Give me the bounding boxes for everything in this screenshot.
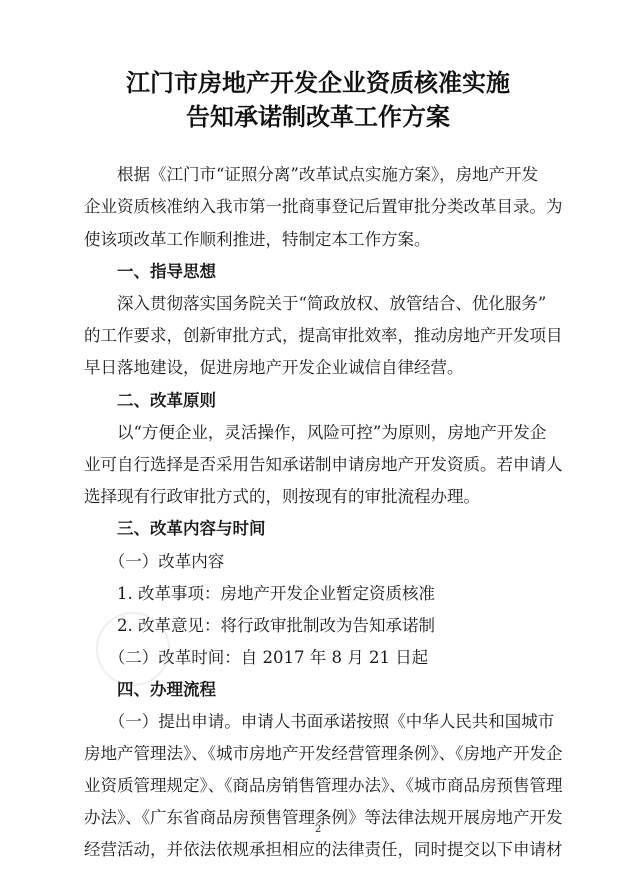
body-line: 深入贯彻落实国务院关于“简政放权、放管结合、优化服务”	[84, 294, 547, 313]
body-line: 业资质管理规定》、《商品房销售管理办法》、《城市商品房预售管理	[84, 776, 563, 795]
section-heading-3: 三、改革内容与时间	[84, 519, 266, 538]
body-line: 企业资质核准纳入我市第一批商事登记后置审批分类改革目录。为	[84, 197, 563, 216]
body-line: 房地产管理法》、《城市房地产开发经营管理条例》、《房地产开发企	[84, 744, 563, 763]
body-line: 办法》、《广东省商品房预售管理条例》等法律法规开展房地产开发	[84, 808, 563, 827]
body-line: 2. 改革意见：将行政审批制改为告知承诺制	[84, 616, 435, 635]
body-line: 根据《江门市“证照分离”改革试点实施方案》，房地产开发	[84, 165, 539, 184]
body-line: 的工作要求，创新审批方式，提高审批效率，推动房地产开发项目	[84, 326, 563, 345]
body-line: （一）提出申请。申请人书面承诺按照《中华人民共和国城市	[84, 712, 555, 731]
document-title-line-1: 江门市房地产开发企业资质核准实施	[126, 68, 510, 97]
page-number: 2	[314, 824, 322, 835]
body-line: （一）改革内容	[84, 552, 225, 571]
body-line: 以“方便企业，灵活操作，风险可控”为原则，房地产开发企	[84, 423, 547, 442]
section-heading-1: 一、指导思想	[84, 262, 216, 281]
body-line: 选择现有行政审批方式的，则按现有的审批流程办理。	[84, 487, 480, 506]
document-title-line-2: 告知承诺制改革工作方案	[186, 102, 450, 131]
body-line: （二）改革时间：自 2017 年 8 月 21 日起	[84, 648, 429, 667]
body-line: 业可自行选择是否采用告知承诺制申请房地产开发资质。若申请人	[84, 455, 563, 474]
body-line: 早日落地建设，促进房地产开发企业诚信自律经营。	[84, 358, 464, 377]
body-line: 经营活动，并依法依规承担相应的法律责任，同时提交以下申请材	[84, 840, 563, 859]
section-heading-4: 四、办理流程	[84, 680, 216, 699]
body-line: 使该项改革工作顺利推进，特制定本工作方案。	[84, 230, 431, 249]
section-heading-2: 二、改革原则	[84, 391, 216, 410]
body-line: 1. 改革事项：房地产开发企业暂定资质核准	[84, 584, 435, 603]
